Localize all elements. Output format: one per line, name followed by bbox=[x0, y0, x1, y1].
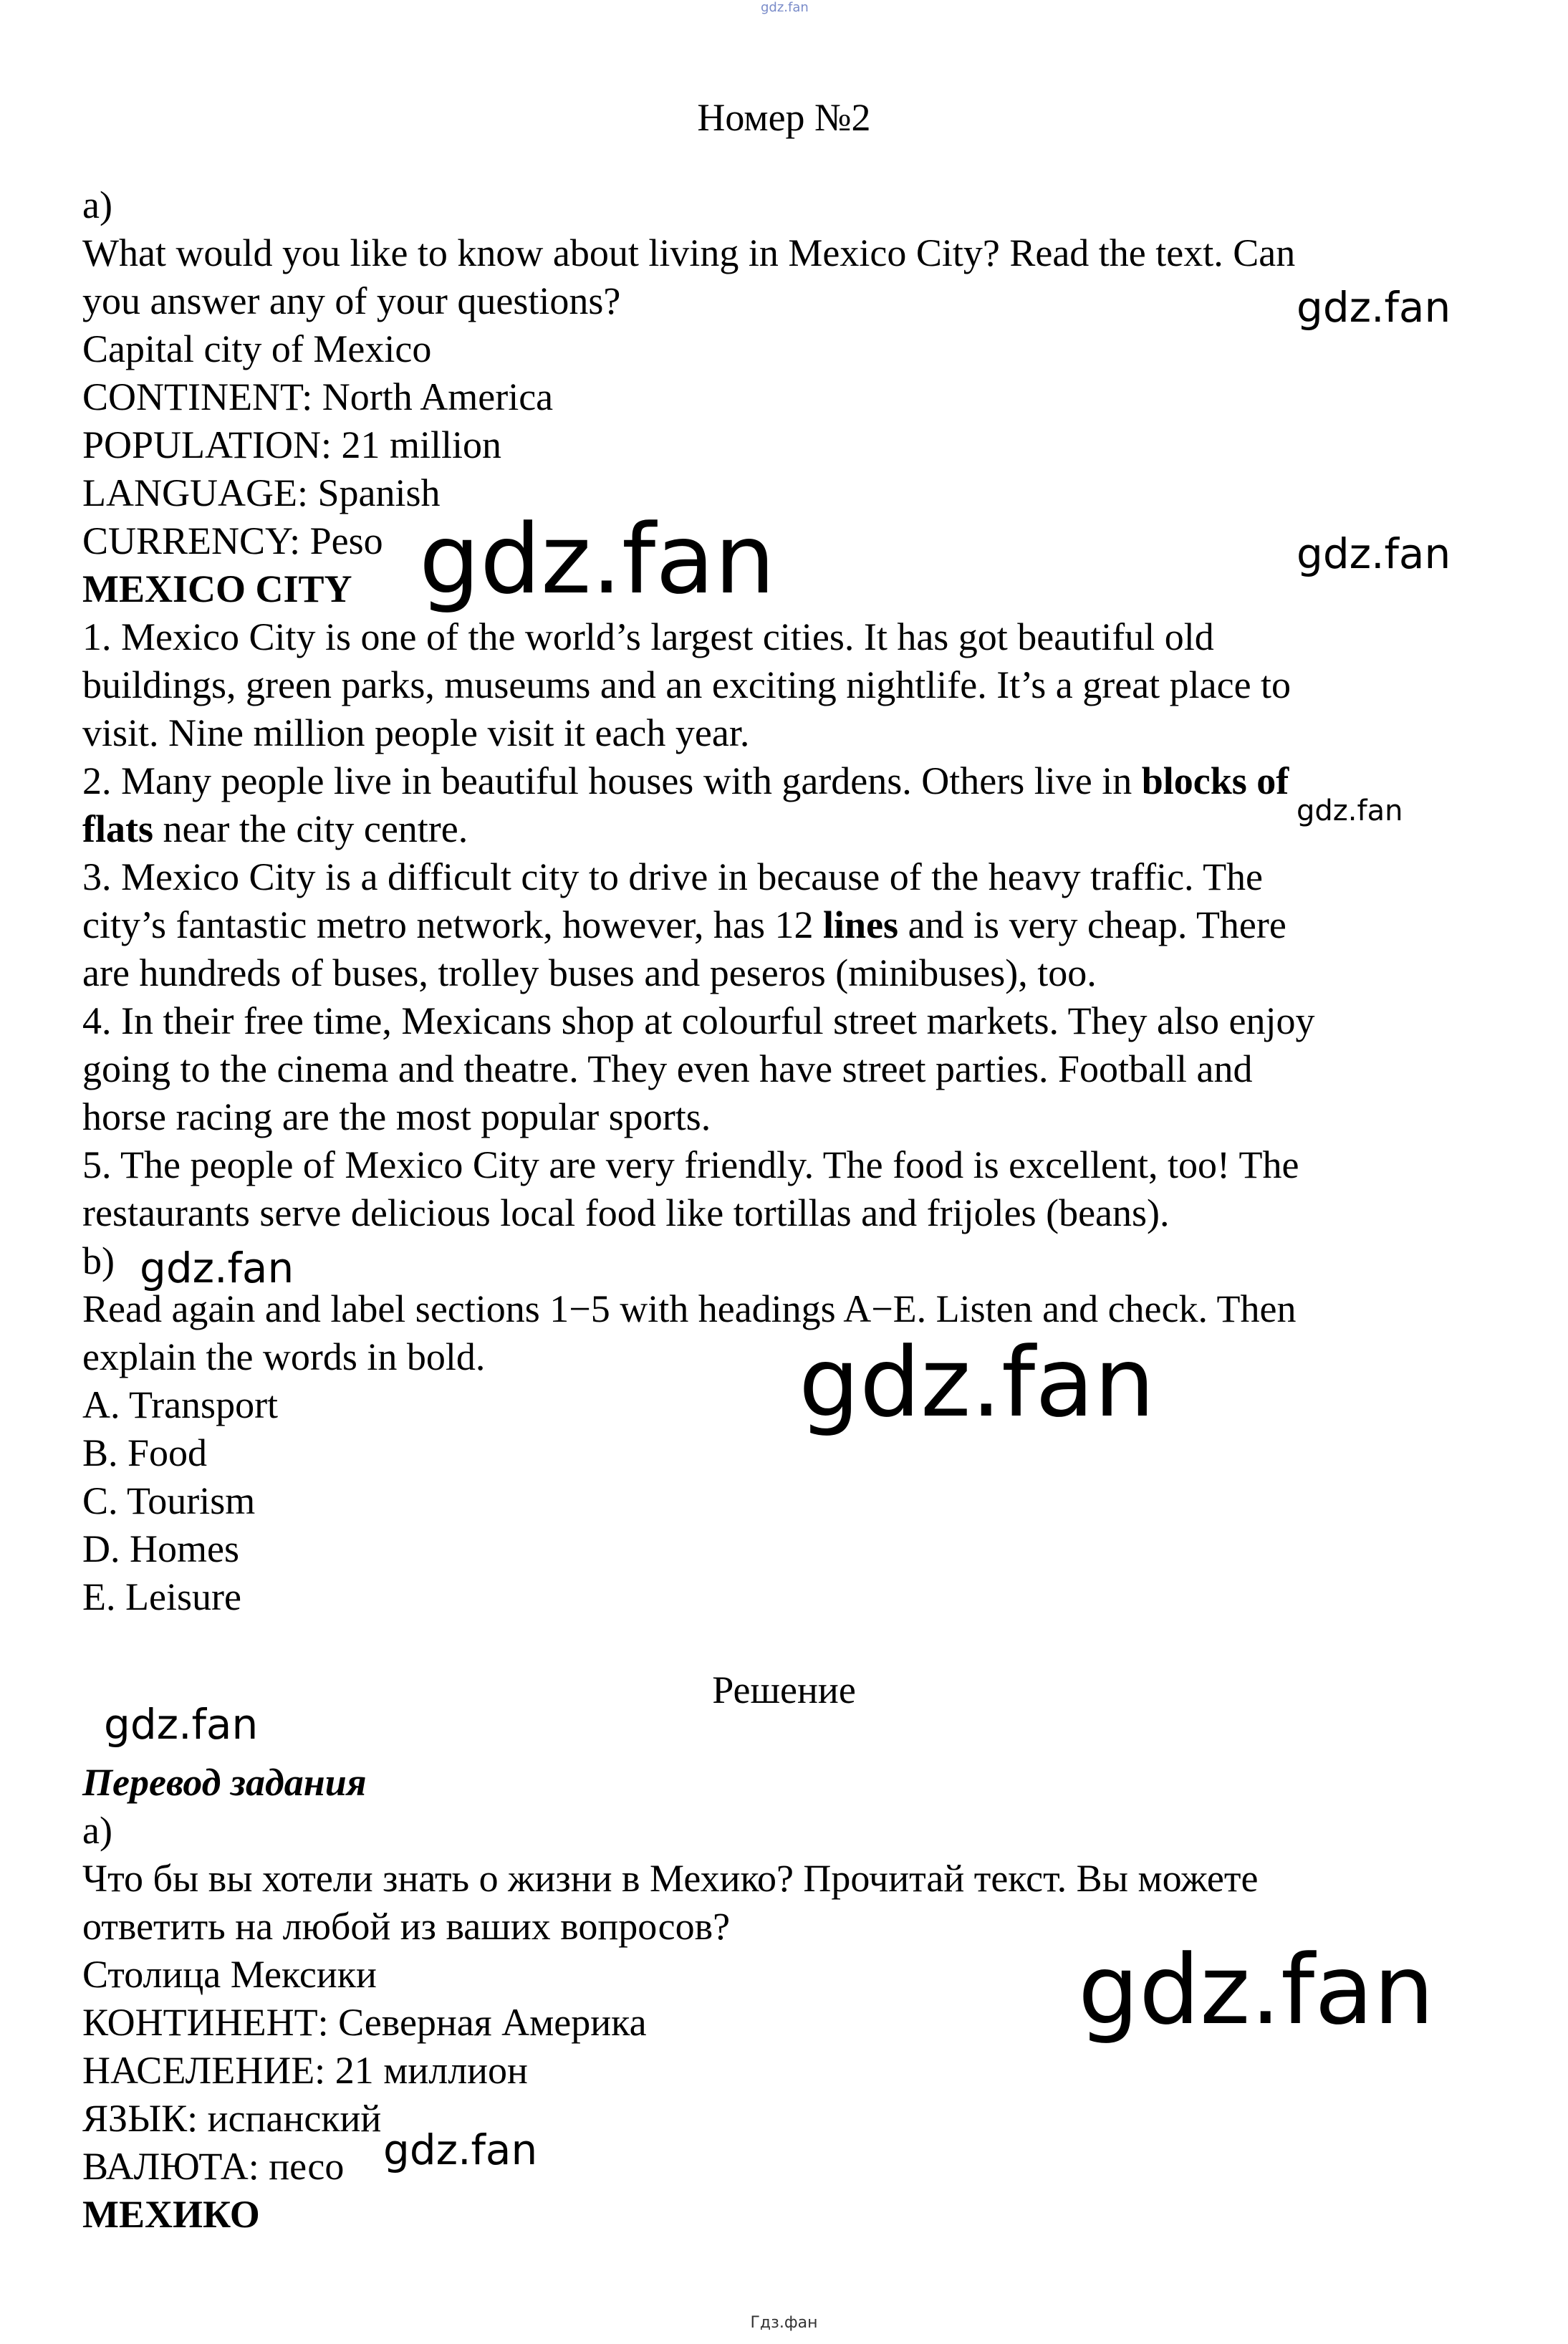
watermark: gdz.fan bbox=[1297, 529, 1451, 578]
heading-option-a: A. Transport bbox=[82, 1383, 279, 1426]
watermark-small: gdz.fan bbox=[1297, 794, 1403, 827]
paragraph-5-line-1: 5. The people of Mexico City are very friendly. The food is excellent, too! The bbox=[82, 1143, 1299, 1186]
solution-fact-language: ЯЗЫК: испанский bbox=[82, 2097, 382, 2140]
fact-capital: Capital city of Mexico bbox=[82, 327, 432, 370]
paragraph-3-line-2 bbox=[82, 901, 1286, 949]
paragraph-1-line-3: visit. Nine million people visit it each year. bbox=[82, 711, 750, 754]
paragraph-2-line-2 bbox=[82, 805, 468, 853]
solution-fact-currency: ВАЛЮТА: песо bbox=[82, 2145, 345, 2188]
fact-population: POPULATION: 21 million bbox=[82, 423, 502, 466]
heading-option-e: E. Leisure bbox=[82, 1575, 241, 1618]
fact-language: LANGUAGE: Spanish bbox=[82, 471, 441, 514]
footer-watermark: Гдз.фан bbox=[750, 2314, 818, 2332]
paragraph-3-line-1: 3. Mexico City is a difficult city to drive in because of the heavy traffic. The bbox=[82, 855, 1264, 898]
paragraph-2-line-1 bbox=[82, 757, 1289, 805]
bold-term-blocks-of: blocks of bbox=[1141, 759, 1289, 802]
watermark-large: gdz.fan bbox=[1078, 1934, 1435, 2046]
part-a-label: a) bbox=[82, 183, 112, 226]
paragraph-3-text: city’s fantastic metro network, however, has 12 bbox=[82, 903, 824, 946]
paragraph-4-line-1: 4. In their free time, Mexicans shop at colourful street markets. They also enjoy bbox=[82, 999, 1315, 1042]
part-b-label: b) bbox=[82, 1239, 115, 1282]
heading-option-c: C. Tourism bbox=[82, 1479, 256, 1522]
paragraph-3-text-end: and is very cheap. There bbox=[898, 903, 1286, 946]
solution-question-line-1: Что бы вы хотели знать о жизни в Мехико? Прочитай текст. Вы можете bbox=[82, 1857, 1259, 1900]
translation-heading: Перевод задания bbox=[82, 1761, 367, 1804]
watermark: gdz.fan bbox=[1297, 283, 1451, 332]
watermark: gdz.fan bbox=[383, 2126, 538, 2174]
solution-question-line-2: ответить на любой из ваших вопросов? bbox=[82, 1905, 731, 1948]
text-heading: MEXICO CITY bbox=[82, 567, 352, 610]
task-question-line-1: What would you like to know about living in Mexico City? Read the text. Can bbox=[82, 231, 1296, 274]
solution-part-a-label: а) bbox=[82, 1809, 112, 1852]
header-tiny-watermark: gdz.fan bbox=[761, 0, 809, 15]
solution-fact-capital: Столица Мексики bbox=[82, 1953, 377, 1996]
solution-title: Решение bbox=[712, 1668, 856, 1711]
watermark: gdz.fan bbox=[104, 1700, 259, 1749]
watermark: gdz.fan bbox=[140, 1244, 294, 1292]
paragraph-1-line-1: 1. Mexico City is one of the world’s largest cities. It has got beautiful old bbox=[82, 615, 1214, 658]
paragraph-3-line-3: are hundreds of buses, trolley buses and peseros (minibuses), too. bbox=[82, 951, 1097, 994]
bold-term-flats: flats bbox=[82, 807, 153, 850]
paragraph-2-text-end: near the city centre. bbox=[153, 807, 468, 850]
paragraph-5-line-2: restaurants serve delicious local food like tortillas and frijoles (beans). bbox=[82, 1191, 1170, 1234]
paragraph-4-line-2: going to the cinema and theatre. They even have street parties. Football and bbox=[82, 1047, 1253, 1090]
paragraph-1-line-2: buildings, green parks, museums and an exciting nightlife. It’s a great place to bbox=[82, 663, 1292, 706]
part-b-line-1: Read again and label sections 1−5 with headings A−E. Listen and check. Then bbox=[82, 1287, 1297, 1330]
fact-currency: CURRENCY: Peso bbox=[82, 519, 383, 562]
solution-heading: МЕХИКО bbox=[82, 2193, 260, 2236]
task-question-line-2: you answer any of your questions? bbox=[82, 279, 621, 322]
watermark-large: gdz.fan bbox=[419, 504, 776, 615]
heading-option-d: D. Homes bbox=[82, 1527, 239, 1570]
solution-fact-population: НАСЕЛЕНИЕ: 21 миллион bbox=[82, 2049, 528, 2092]
page-title: Номер №2 bbox=[697, 96, 871, 139]
fact-continent: CONTINENT: North America bbox=[82, 375, 554, 418]
bold-term-lines: lines bbox=[823, 903, 899, 946]
watermark-large: gdz.fan bbox=[799, 1327, 1155, 1438]
heading-option-b: B. Food bbox=[82, 1431, 208, 1474]
part-b-line-2: explain the words in bold. bbox=[82, 1335, 486, 1378]
paragraph-4-line-3: horse racing are the most popular sports. bbox=[82, 1095, 711, 1138]
solution-fact-continent: КОНТИНЕНТ: Северная Америка bbox=[82, 2001, 647, 2044]
paragraph-2-text: 2. Many people live in beautiful houses with gardens. Others live in bbox=[82, 759, 1142, 802]
